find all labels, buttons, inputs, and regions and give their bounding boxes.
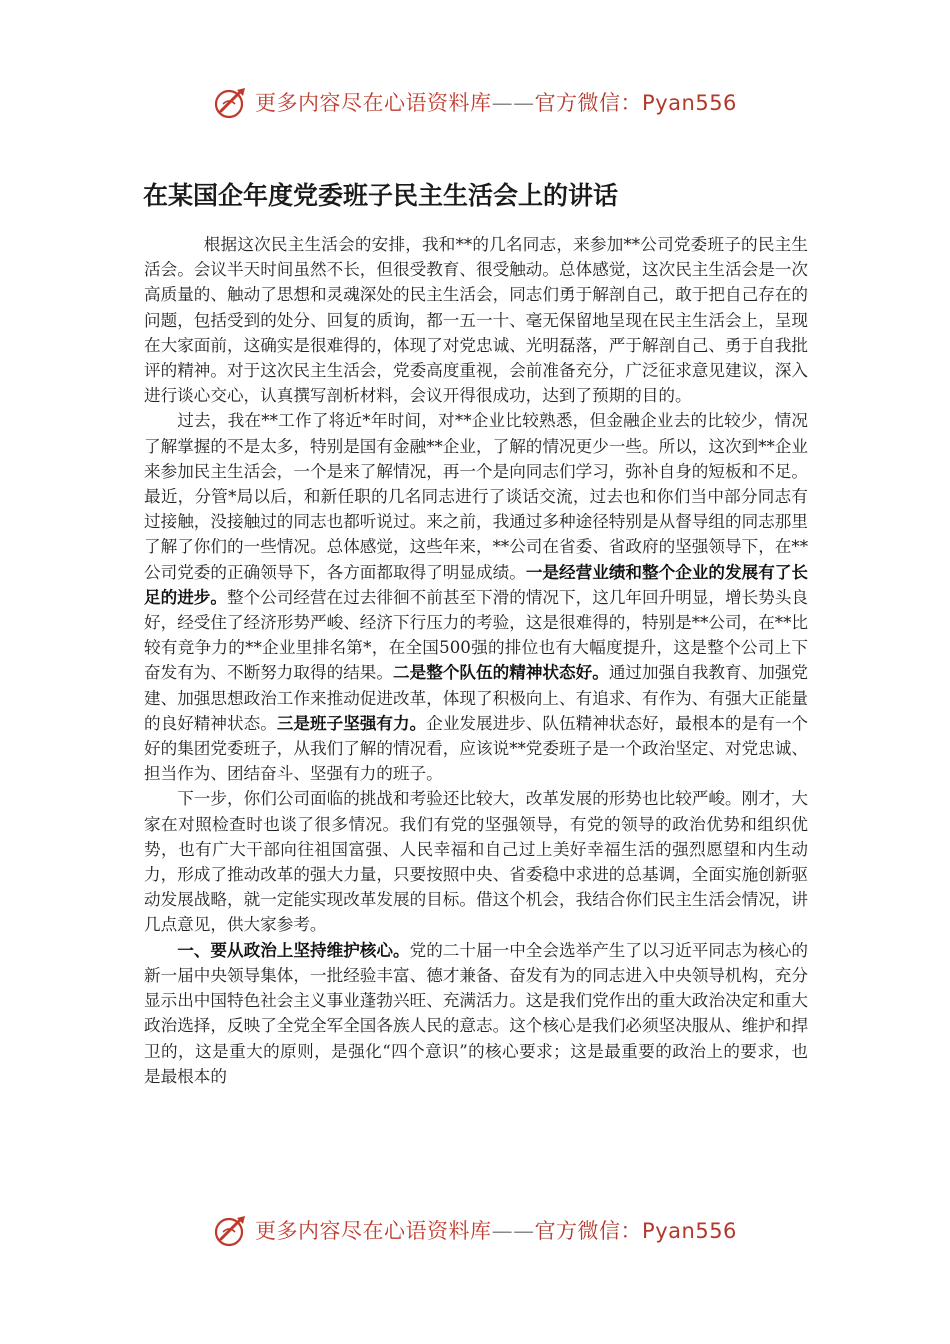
section-heading-1: 一、要从政治上坚持维护核心。	[177, 939, 410, 960]
paragraph-3: 下一步，你们公司面临的挑战和考验还比较大，改革发展的形势也比较严峻。刚才，大家在对照检查时也谈了很多情况。我们有党的坚强领导，有党的领导的政治优势和组织优势，也有广大干部向往祖国富强、人民幸福和自己过上美好幸福生活的强烈愿望和内生动力，形成了推动改革的强大力量，只要按照中央、省委稳中求进的总基调，全面实施创新驱动发展战略，就一定能实现改革发展的目标。借这个机会，我结合你们民主生活会情况，讲几点意见，供大家参考。	[144, 789, 808, 935]
watermark-text: 更多内容尽在心语资料库——官方微信：Pyan556	[255, 1219, 737, 1243]
pen-logo-icon	[213, 1212, 249, 1248]
document-title: 在某国企年度党委班子民主生活会上的讲话	[143, 181, 619, 210]
bold-point-3: 三是班子坚强有力。	[276, 712, 427, 733]
paragraph-2: 过去，我在**工作了将近*年时间，对**企业比较熟悉，但金融企业去的比较少，情况了解掌握的不是太多，特别是国有金融**企业，了解的情况更少一些。所以，这次到**企业来参加民主生活会，一个是来了解情况，再一个是向同志们学习，弥补自身的短板和不足。最近，分管*局以后，和新任职的几名同志进行了谈话交流，过去也和你们当中部分同志有过接触，没接触过的同志也都听说过。来之前，我通过多种途径特别是从督导组的同志那里了解了你们的一些情况。总体感觉，这些年来，**公司在省委、省政府的坚强领导下，在**公司党委的正确领导下，各方面都取得了明显成绩。一是经营业绩和整个企业的发展有了长足的进步。整个公司经营在过去徘徊不前甚至下滑的情况下，这几年回升明显，增长势头良好，经受住了经济形势严峻、经济下行压力的考验，这是很难得的，特别是**公司，在**比较有竞争力的**企业里排名第*，在全国500强的排位也有大幅度提升，这是整个公司上下奋发有为、不断努力取得的结果。二是整个队伍的精神状态好。通过加强自我教育、加强党建、加强思想政治工作来推动促进改革，体现了积极向上、有追求、有作为、有强大正能量的良好精神状态。三是班子坚强有力。企业发展进步、队伍精神状态好，最根本的是有一个好的集团党委班子，从我们了解的情况看，应该说**党委班子是一个政治坚定、对党忠诚、担当作为、团结奋斗、坚强有力的班子。	[144, 411, 809, 784]
footer-watermark-banner	[0, 1210, 950, 1250]
document-body	[144, 232, 808, 1089]
paragraph-4: 一、要从政治上坚持维护核心。党的二十届一中全会选举产生了以习近平同志为核心的新一届中央领导集体，一批经验丰富、德才兼备、奋发有为的同志进入中央领导机构，充分显示出中国特色社会主义事业蓬勃兴旺、充满活力。这是我们党作出的重大政治决定和重大政治选择，反映了全党全军全国各族人民的意志。这个核心是我们必须坚决服从、维护和捍卫的，这是重大的原则，是强化“四个意识”的核心要求；这是最重要的政治上的要求，也是最根本的	[144, 939, 808, 1086]
bold-point-1: 一是经营业绩和整个企业的发展有了长足的进步。	[144, 561, 809, 607]
watermark-text: 更多内容尽在心语资料库——官方微信：Pyan556	[255, 91, 737, 115]
paragraph-1: 根据这次民主生活会的安排，我和**的几名同志，来参加**公司党委班子的民主生活会。会议半天时间虽然不长，但很受教育、很受触动。总体感觉，这次民主生活会是一次高质量的、触动了思想和灵魂深处的民主生活会，同志们勇于解剖自己，敢于把自己存在的问题，包括受到的处分、回复的质询，都一五一十、毫无保留地呈现在民主生活会上，呈现在大家面前，这确实是很难得的，体现了对党忠诚、光明磊落，严于解剖自己、勇于自我批评的精神。对于这次民主生活会，党委高度重视，会前准备充分，广泛征求意见建议，深入进行谈心交心，认真撰写剖析材料，会议开得很成功，达到了预期的目的。	[144, 235, 808, 406]
header-watermark-banner	[0, 82, 950, 122]
bold-point-2: 二是整个队伍的精神状态好。	[393, 662, 609, 683]
pen-logo-icon	[213, 84, 249, 120]
